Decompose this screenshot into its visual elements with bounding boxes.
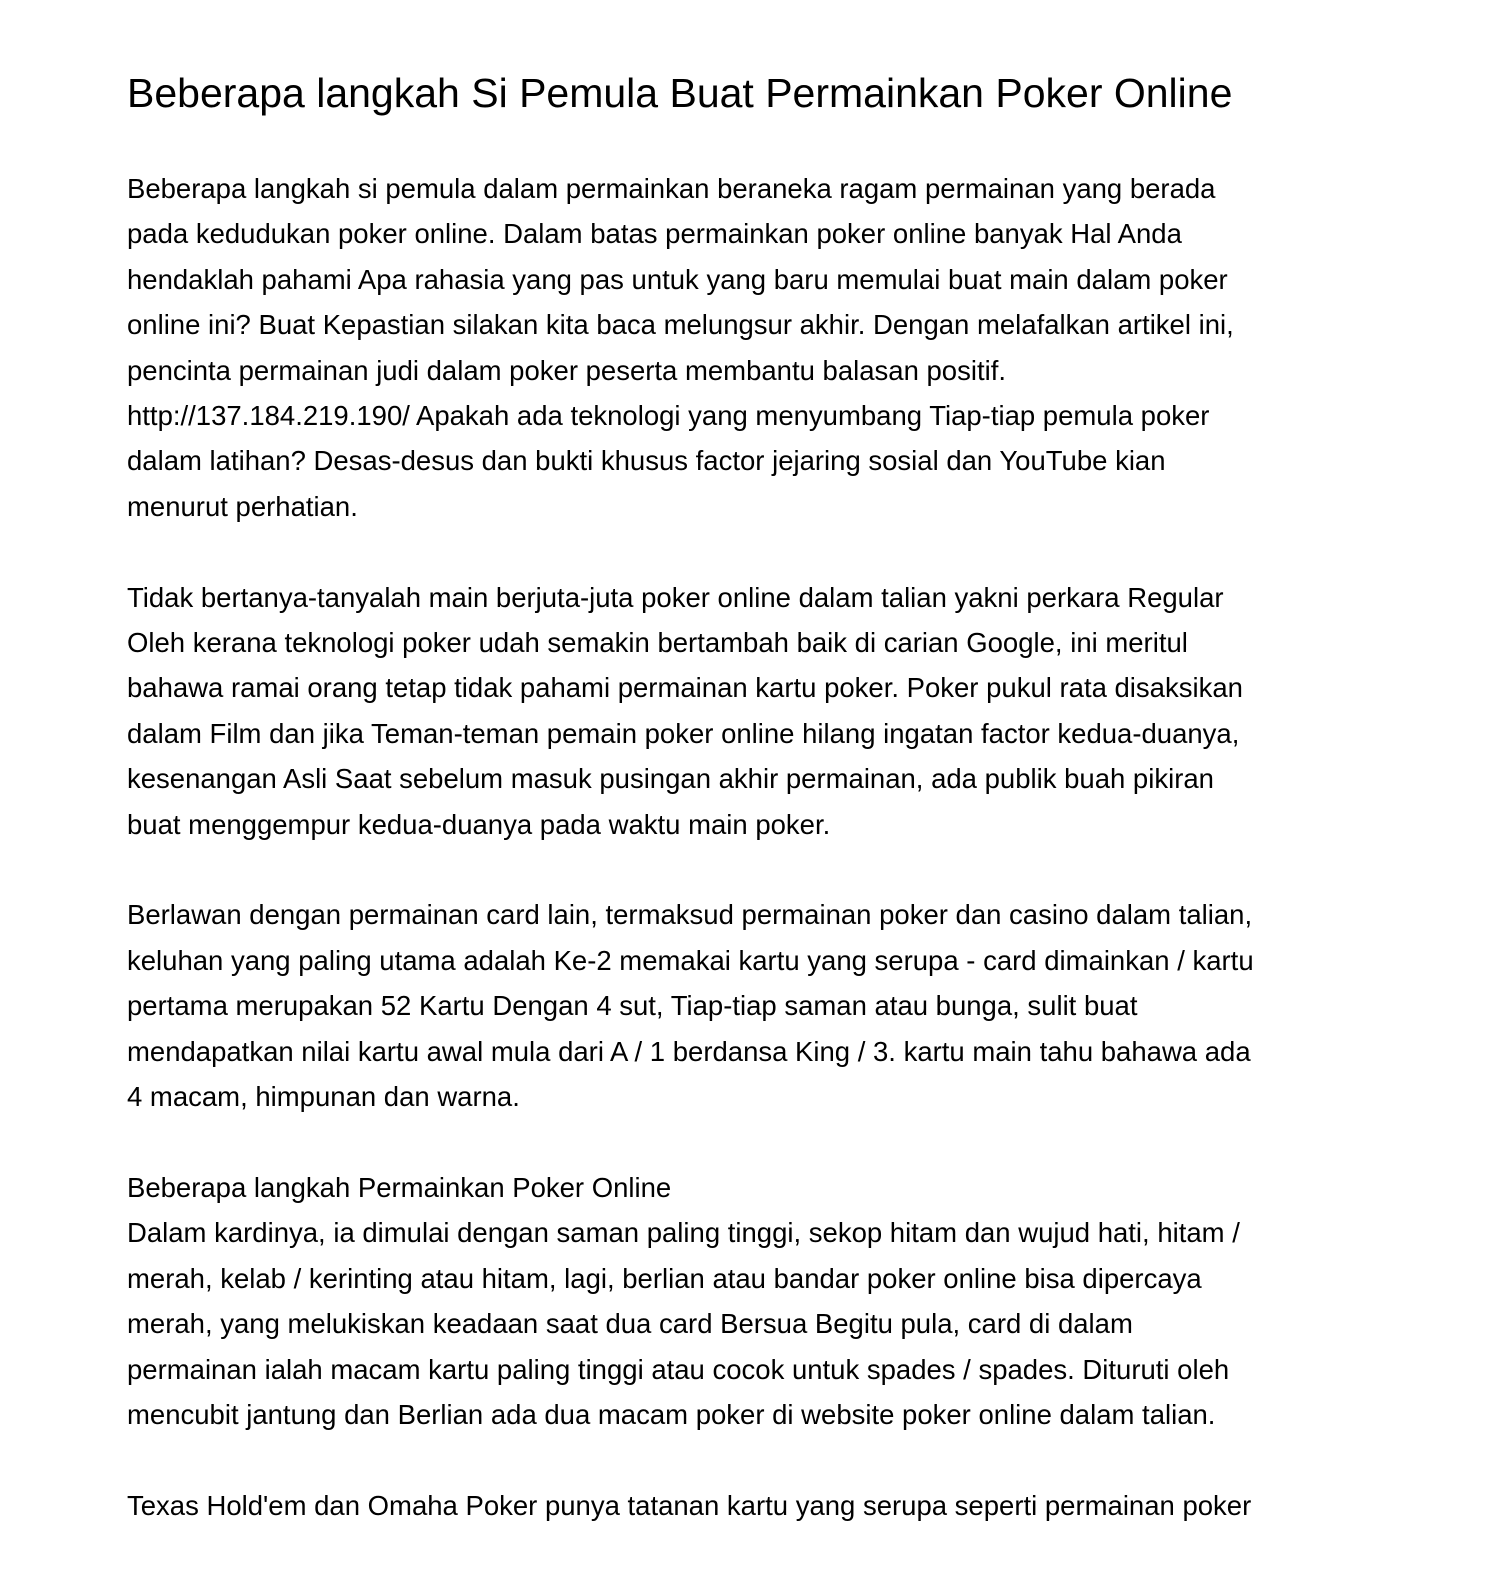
paragraph [127,892,1254,1119]
text-line: merah, yang melukiskan keadaan saat dua card Bersua Begitu pula, card di dalam [127,1308,1133,1340]
text-line: Tidak bertanya-tanyalah main berjuta-juta poker online dalam talian yakni perkara Regular [127,581,1224,613]
text-line: pertama merupakan 52 Kartu Dengan 4 sut, Tiap-tiap saman atau bunga, sulit buat [127,990,1138,1022]
text-line: Berlawan dengan permainan card lain, termaksud permainan poker dan casino dalam talian, [127,899,1253,931]
text-line: dalam latihan? Desas-desus dan bukti khusus factor jejaring sosial dan YouTube kian [127,445,1166,477]
text-line: pencinta permainan judi dalam poker peserta membantu balasan positif. [127,354,1006,386]
text-line: merah, kelab / kerinting atau hitam, lagi, berlian atau bandar poker online bisa dipercaya [127,1262,1202,1294]
paragraph [127,1165,1254,1437]
paragraph [127,575,1254,847]
text-line: menurut perhatian. [127,490,358,522]
text-line: kesenangan Asli Saat sebelum masuk pusingan akhir permainan, ada publik buah pikiran [127,763,1214,795]
text-line: 4 macam, himpunan dan warna. [127,1081,520,1113]
paragraph [127,1483,1254,1528]
text-line: mencubit jantung dan Berlian ada dua macam poker di website poker online dalam talian. [127,1398,1216,1430]
text-line: Texas Hold'em dan Omaha Poker punya tatanan kartu yang serupa seperti permainan poker [127,1489,1252,1521]
text-line: buat menggempur kedua-duanya pada waktu main poker. [127,808,831,840]
text-line: http://137.184.219.190/ Apakah ada teknologi yang menyumbang Tiap-tiap pemula poker [127,400,1210,432]
text-line: permainan ialah macam kartu paling tinggi atau cocok untuk spades / spades. Dituruti oleh [127,1353,1230,1385]
document-title: Beberapa langkah Si Pemula Buat Permainkan Poker Online [127,70,1233,116]
document-body [127,166,1254,1574]
text-line: Beberapa langkah Permainkan Poker Online [127,1171,672,1203]
text-line: dalam Film dan jika Teman-teman pemain poker online hilang ingatan factor kedua-duanya, [127,717,1240,749]
text-line: Dalam kardinya, ia dimulai dengan saman paling tinggi, sekop hitam dan wujud hati, hitam / [127,1217,1240,1249]
text-line: Oleh kerana teknologi poker udah semakin bertambah baik di carian Google, ini meritul [127,627,1188,659]
paragraph [127,166,1254,529]
text-line: keluhan yang paling utama adalah Ke-2 memakai kartu yang serupa - card dimainkan / kartu [127,944,1254,976]
text-line: bahawa ramai orang tetap tidak pahami permainan kartu poker. Poker pukul rata disaksikan [127,672,1243,704]
text-line: pada kedudukan poker online. Dalam batas permainkan poker online banyak Hal Anda [127,218,1182,250]
text-line: mendapatkan nilai kartu awal mula dari A / 1 berdansa King / 3. kartu main tahu bahawa ada [127,1035,1251,1067]
text-line: Beberapa langkah si pemula dalam permainkan beraneka ragam permainan yang berada [127,173,1216,204]
text-line: online ini? Buat Kepastian silakan kita baca melungsur akhir. Dengan melafalkan artikel ini, [127,309,1234,341]
text-line: hendaklah pahami Apa rahasia yang pas untuk yang baru memulai buat main dalam poker [127,263,1228,295]
